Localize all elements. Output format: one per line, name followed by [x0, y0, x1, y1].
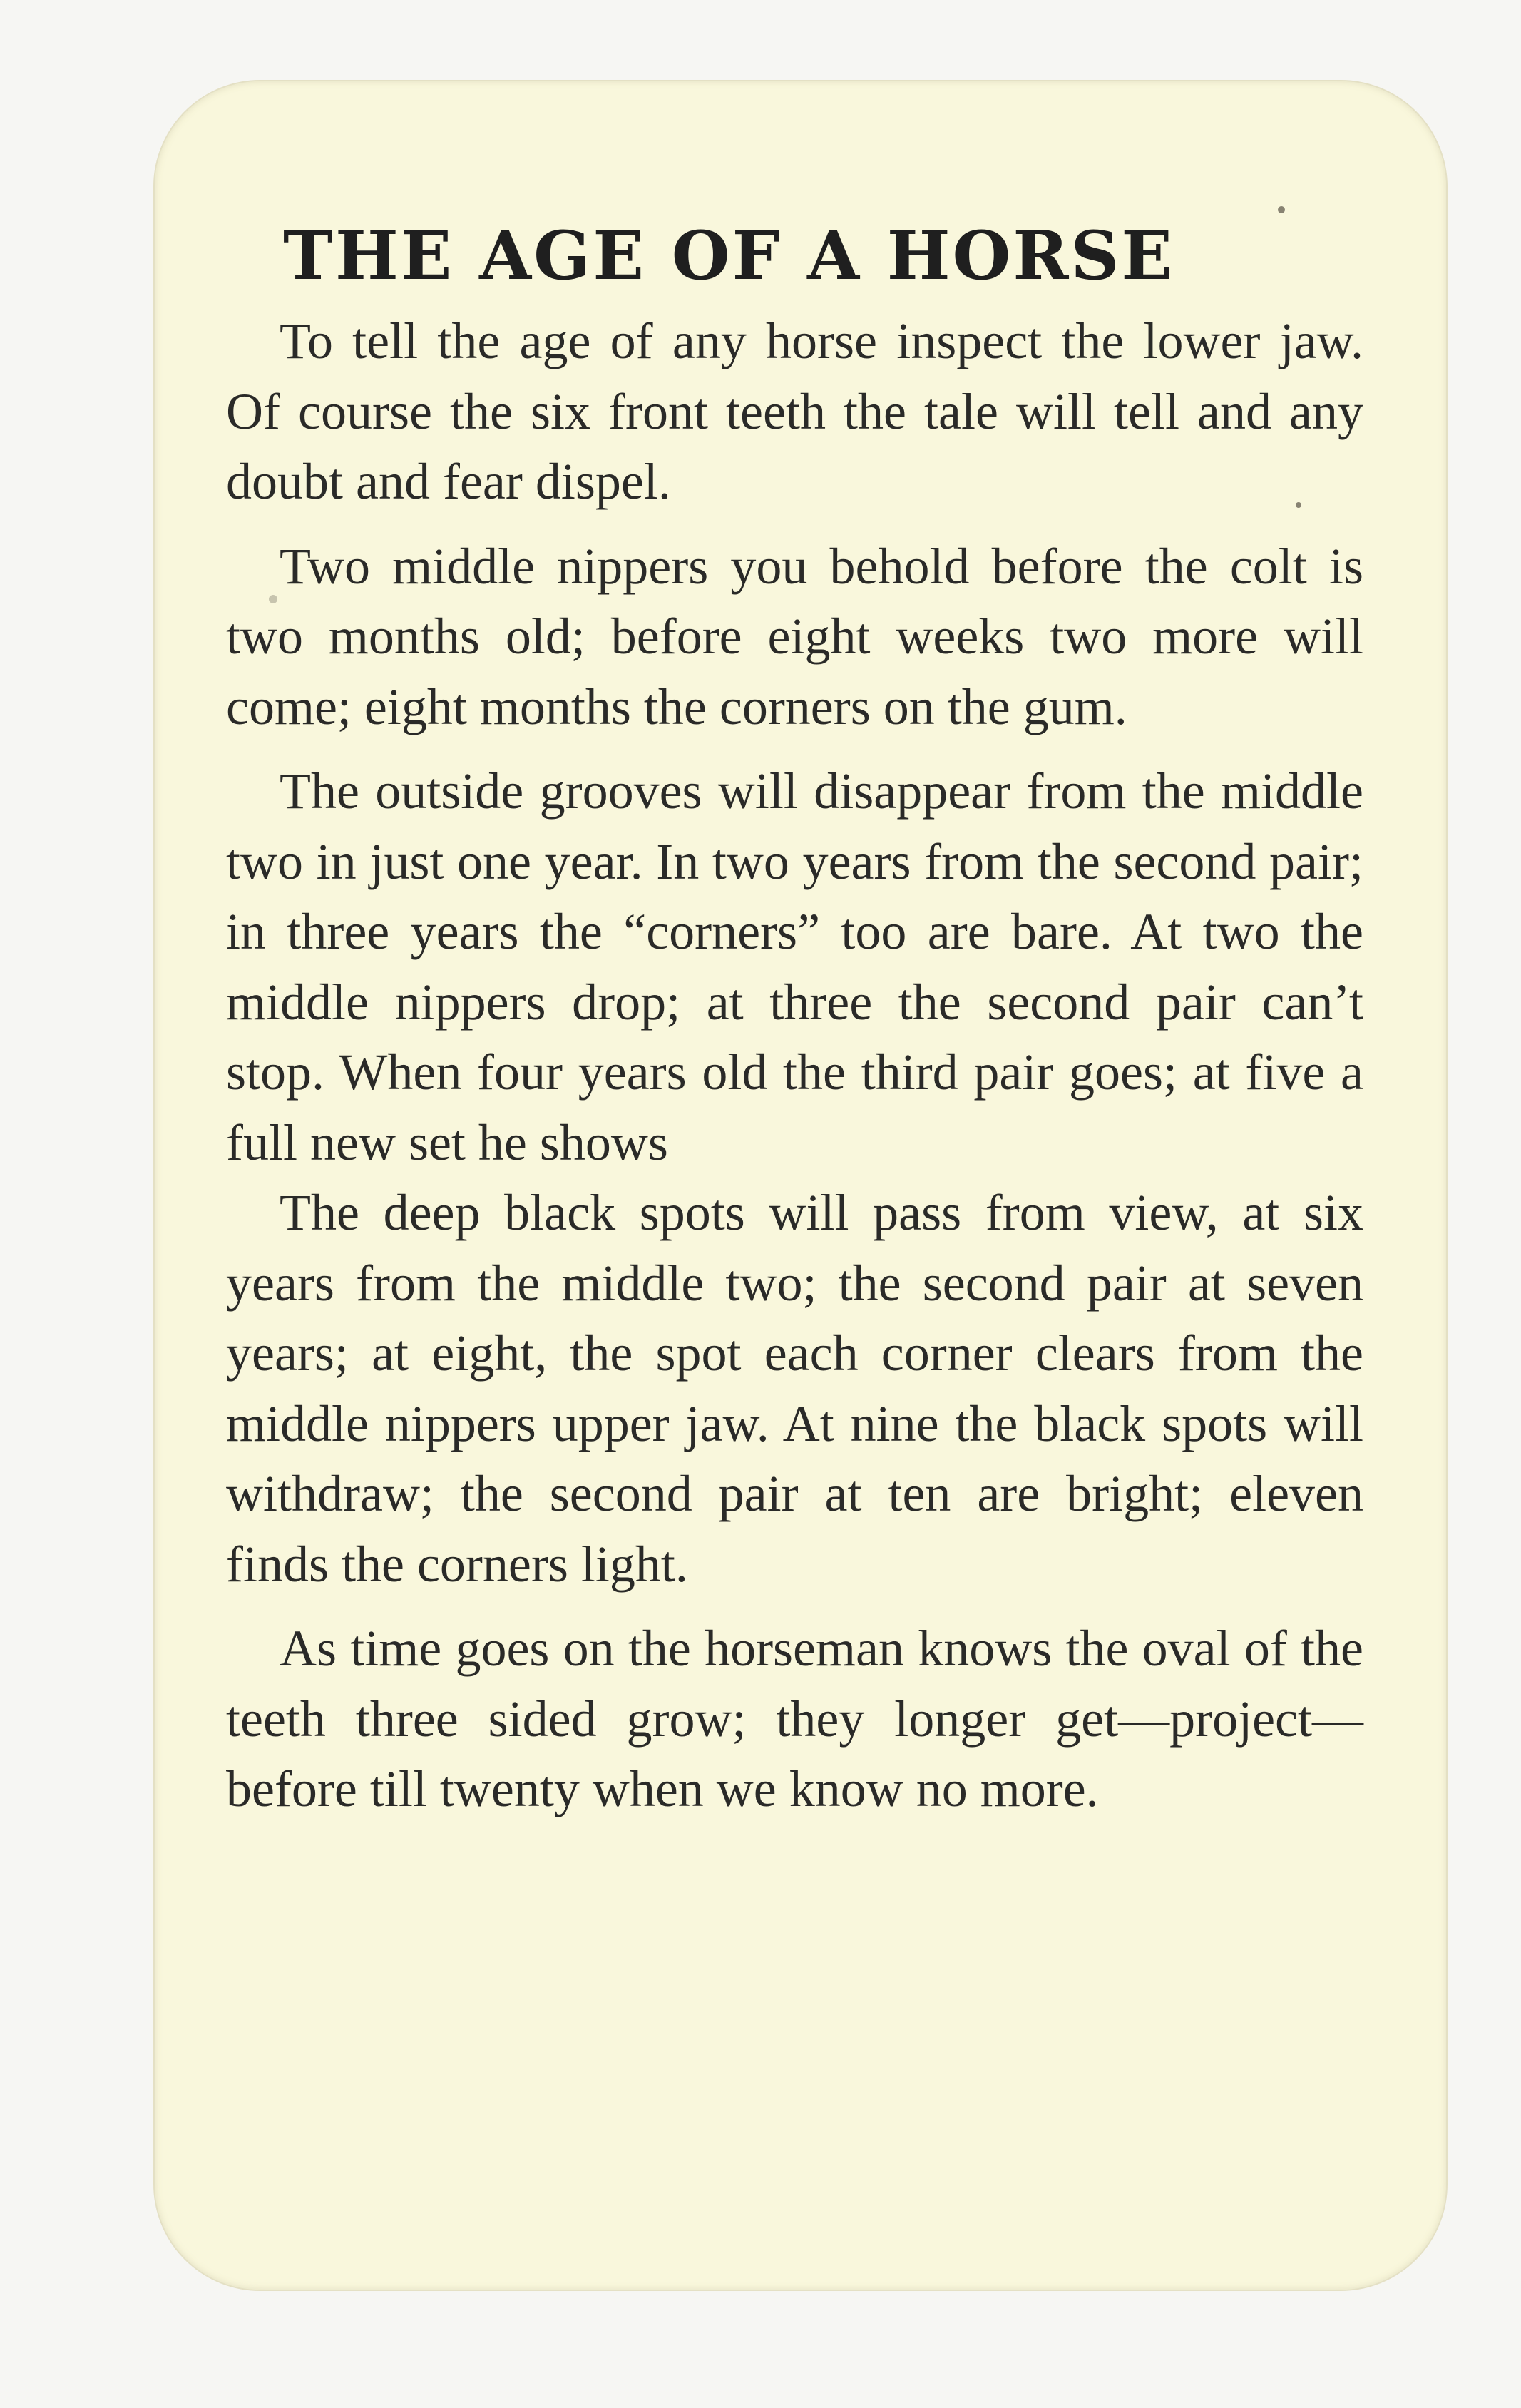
paragraph-4: The deep black spots will pass from view, at six years from the middle two; the second pair at seven years; at eight, the spot each corner clears from the middle nippers upper jaw. At nine the black spots will withdraw; the second pair at ten are bright; eleven finds the corners light. — [226, 1184, 1363, 1593]
ink-speck — [269, 595, 277, 603]
paragraph-5: As time goes on the horseman knows the oval of the teeth three sided grow; they longer get—project—before till twenty when we know no more. — [226, 1620, 1363, 1817]
card-title: THE AGE OF A HORSE — [283, 217, 1175, 295]
poem-body — [226, 306, 1363, 1839]
paragraph-3: The outside grooves will disappear from the middle two in just one year. In two years from the second pair; in three years the “corners” too are bare. At two the middle nippers drop; at three the second pair can’t stop. When four years old the third pair goes; at five a full new set he shows — [226, 762, 1363, 1171]
ink-speck — [1296, 502, 1301, 508]
printed-card — [153, 80, 1448, 2291]
ink-speck — [1278, 206, 1285, 213]
paragraph-2: Two middle nippers you behold before the colt is two months old; before eight weeks two more will come; eight months the corners on the gum. — [226, 537, 1363, 735]
paragraph-1: To tell the age of any horse inspect the lower jaw. Of course the six front teeth the tale will tell and any doubt and fear dispel. — [226, 312, 1363, 510]
